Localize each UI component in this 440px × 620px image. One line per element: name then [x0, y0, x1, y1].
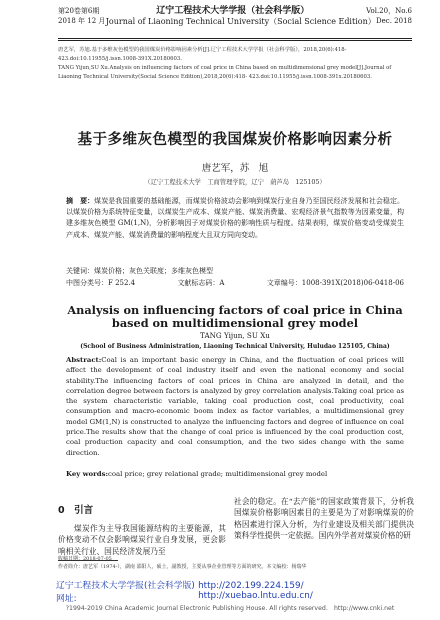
header-rule-thin [58, 40, 412, 41]
classification-row [66, 278, 404, 289]
vol-issue-en: Vol.20，No.6 [366, 7, 412, 15]
citation-block [58, 46, 412, 81]
header-rule [58, 38, 412, 39]
abstract-cn [66, 196, 404, 241]
keywords-cn-label: 关键词： [66, 267, 94, 275]
footer-urls[interactable]: http://202.199.224.159/ http://xuebao.lntu.edu.cn/ [198, 581, 322, 601]
copyright-line: ?1994-2019 China Academic Journal Electronic Publishing House. All rights reserved. http://www.cnki.net [65, 605, 395, 612]
body-column-right [234, 496, 414, 541]
header-row-en [58, 16, 412, 27]
keywords-en-text: coal price; grey relational grade; multidimensional grey model [108, 470, 328, 478]
citation-en: TANG Yijun,SU Xu.Analysis on influencing factors of coal price in China based on multidimensional grey model[J].Journal of Liaoning Technical University(Social Science Edition),2018,20(6):418- 423.doi:10.11955/j.issn.1008-391x.20180603. [58, 65, 392, 80]
section-heading-intro: 0 引言 [58, 505, 94, 516]
affiliation-en: (School of Business Administration, Liaoning Technical University, Huludao 125105, China) [80, 343, 390, 350]
footnote-block [58, 556, 412, 571]
header-row-cn [58, 6, 412, 16]
authors-cn: 唐艺军，苏 旭 [201, 163, 269, 174]
abstract-en [66, 355, 404, 458]
paper-title-en: Analysis on influencing factors of coal price in China based on multidimensional grey model [67, 303, 403, 330]
affiliation-cn: （辽宁工程技术大学 工商管理学院，辽宁 葫芦岛 125105） [144, 179, 326, 186]
date-en: Dec. 2018 [376, 17, 412, 25]
abstract-en-text: Coal is an important basic energy in China, and the fluctuation of coal prices will affect the development of coal industry itself and even the national economy and social stability.The influencing factors of coal prices in China are analyzed in detail, and the correlation degree between factors is analyzed by grey correlation analysis.Taking coal price as the system characteristic variable, taking coal production cost, coal productivity, coal consumption and macro-economic boom index as factor variables, a multidimensional grey model GM(1,N) is constructed to analyze the influencing factors and degree of influence on coal price.The results show that the change of coal price is influenced by the coal production cost, coal production capacity and coal consumption, and the two sides change with the same direction. [66, 356, 404, 457]
abstract-en-label: Abstract: [66, 356, 102, 364]
keywords-en [66, 469, 404, 479]
author-bio: 作者简介：唐艺军（1974-），湖南 邵阳人，硕士，副教授，主要从事企业管理等方面的研究。本文编校：杨瑞华 [58, 563, 307, 570]
authors-en: TANG Yijun, SU Xu [200, 331, 270, 340]
keywords-cn-text: 煤炭价格；灰色关联度；多维灰色模型 [94, 267, 213, 275]
footer-journal-label: 辽宁工程技术大学学报(社会科学版)网址: [56, 581, 195, 604]
paper-title-cn: 基于多维灰色模型的我国煤炭价格影响因素分析 [77, 132, 393, 148]
clc-number: 中图分类号：F 252.4 [66, 279, 136, 287]
body-column-left [58, 496, 226, 561]
journal-name-en: Journal of Liaoning Technical University（Social Science Edition） [105, 17, 376, 26]
journal-header [58, 6, 412, 42]
abstract-cn-text: 煤炭是我国重要的基础能源，而煤炭价格波动会影响到煤炭行业自身乃至国民经济发展和社会稳定。以煤炭价格为系统特征变量，以煤炭生产成本、煤炭产能、煤炭消费量、宏观经济景气指数等为因素变量，构建多维灰色模型 GM(1,N)，分析影响因子对煤炭价格的影响性质与程度。结果表明，煤炭价格变动受煤炭生产成本、煤炭产能、煤炭消费量的影响程度大且双方同向变动。 [66, 197, 405, 239]
abstract-cn-label: 摘 要： [66, 197, 95, 205]
article-number: 文章编号：1008-391X(2018)06-0418-06 [266, 279, 404, 287]
keywords-en-label: Key words: [66, 470, 109, 478]
journal-footer [56, 578, 410, 604]
intro-paragraph-left: 煤炭作为主导我国能源结构的主要能源，其价格变动不仅会影响煤炭行业自身发展，更会影响相关行业、国民经济发展乃至 [58, 524, 226, 556]
intro-paragraph-right: 社会的稳定。在“去产能”的国家政策背景下，分析我国煤炭价格影响因素目的主要是为了对影响煤炭的价格因素进行深入分析，为行业建设及相关部门提供决策科学性提供一定依据。国内外学者对煤炭价格的研 [234, 497, 414, 540]
keywords-cn [66, 266, 404, 277]
citation-cn: 唐艺军，苏旭.基于多维灰色模型的我国煤炭价格影响因素分析[J].辽宁工程技术大学学报（社会科学版），2018,20(6):418-423.doi:10.11955/j.issn.1008-391X.20180603. [58, 47, 347, 62]
document-code: 文献标志码：A [177, 279, 225, 287]
vol-issue-cn: 第20卷第6期 [58, 7, 100, 15]
received-date: 收稿日期：2018-07-05 [58, 556, 112, 562]
date-cn: 2018 年 12 月 [58, 17, 106, 25]
journal-name-cn: 辽宁工程技术大学学报（社会科学版） [156, 6, 310, 16]
